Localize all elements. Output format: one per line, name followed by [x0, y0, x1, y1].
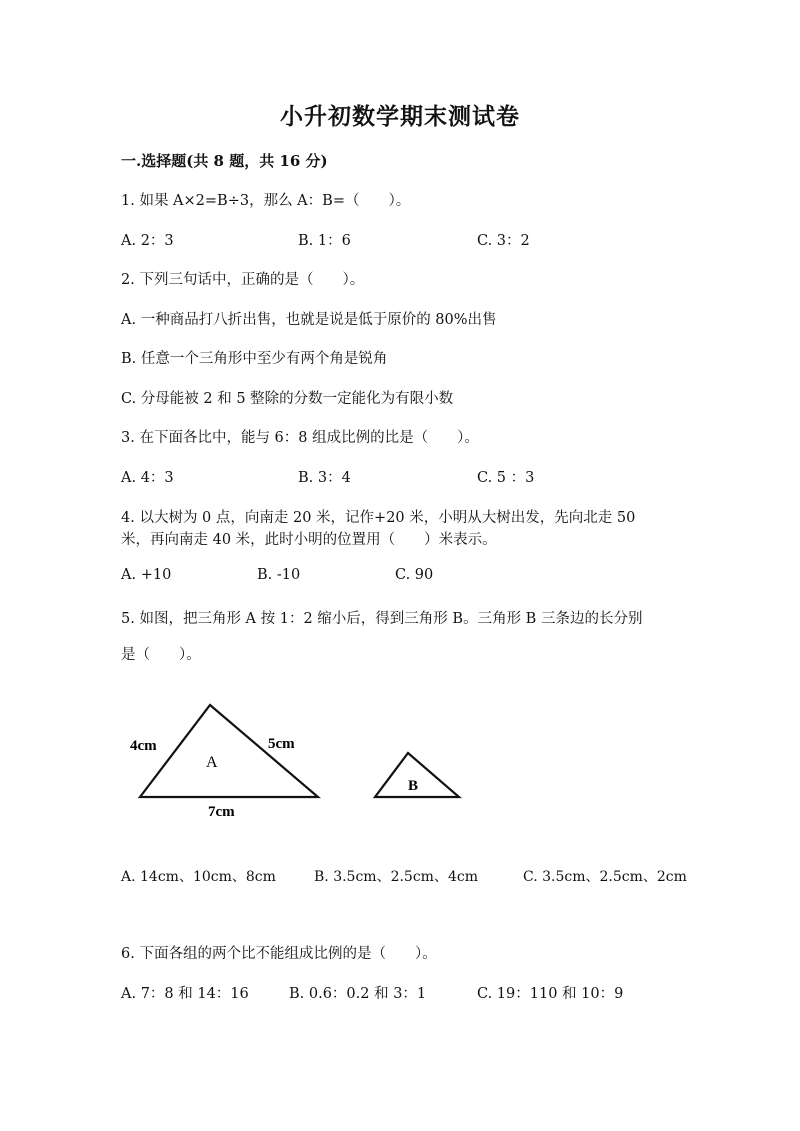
question-4-stem-line2: 米，再向南走 40 米，此时小明的位置用（ ）米表示。: [121, 532, 497, 548]
question-5-option-c: C. 3.5cm、2.5cm、2cm: [523, 869, 687, 885]
question-6-stem: 6. 下面各组的两个比不能组成比例的是（ ）。: [121, 946, 437, 962]
triangle-a-right-label: 5cm: [268, 736, 295, 752]
question-1-stem: 1. 如果 A×2=B÷3，那么 A：B=（ ）。: [121, 193, 411, 209]
question-2-option-c: C. 分母能被 2 和 5 整除的分数一定能化为有限小数: [121, 391, 454, 407]
question-5-option-a: A. 14cm、10cm、8cm: [121, 869, 276, 885]
question-4-option-a: A. +10: [121, 567, 172, 583]
question-4-stem-line1: 4. 以大树为 0 点，向南走 20 米，记作+20 米，小明从大树出发，先向北走 50: [121, 510, 636, 526]
page-title: 小升初数学期末测试卷: [280, 103, 520, 130]
question-6-option-b: B. 0.6：0.2 和 3：1: [289, 986, 427, 1002]
question-3-option-b: B. 3：4: [298, 470, 351, 486]
question-2-option-a: A. 一种商品打八折出售，也就是说是低于原价的 80%出售: [121, 312, 497, 328]
question-2-option-b: B. 任意一个三角形中至少有两个角是锐角: [121, 351, 388, 367]
question-4-option-b: B. -10: [257, 567, 301, 583]
question-5-stem-line1: 5. 如图，把三角形 A 按 1：2 缩小后，得到三角形 B。三角形 B 三条边的长分别: [121, 611, 643, 627]
triangle-a-name: A: [206, 754, 218, 771]
question-3-option-c: C. 5 ：3: [477, 470, 535, 486]
question-5-option-b: B. 3.5cm、2.5cm、4cm: [314, 869, 478, 885]
question-3-stem: 3. 在下面各比中，能与 6：8 组成比例的比是（ ）。: [121, 430, 479, 446]
triangle-a-base-label: 7cm: [208, 804, 235, 820]
question-1-option-c: C. 3：2: [477, 233, 530, 249]
triangle-a-left-label: 4cm: [130, 738, 157, 754]
question-6-option-a: A. 7：8 和 14：16: [121, 986, 249, 1002]
question-1-option-a: A. 2：3: [121, 233, 174, 249]
triangle-b-name: B: [408, 778, 419, 794]
question-1-option-b: B. 1：6: [298, 233, 351, 249]
question-2-stem: 2. 下列三句话中，正确的是（ ）。: [121, 272, 365, 288]
question-4-option-c: C. 90: [395, 567, 434, 583]
question-6-option-c: C. 19：110 和 10：9: [477, 986, 624, 1002]
section-heading: 一.选择题(共 8 题，共 16 分): [121, 152, 328, 170]
question-5-stem-line2: 是（ ）。: [121, 647, 201, 663]
question-3-option-a: A. 4：3: [121, 470, 174, 486]
